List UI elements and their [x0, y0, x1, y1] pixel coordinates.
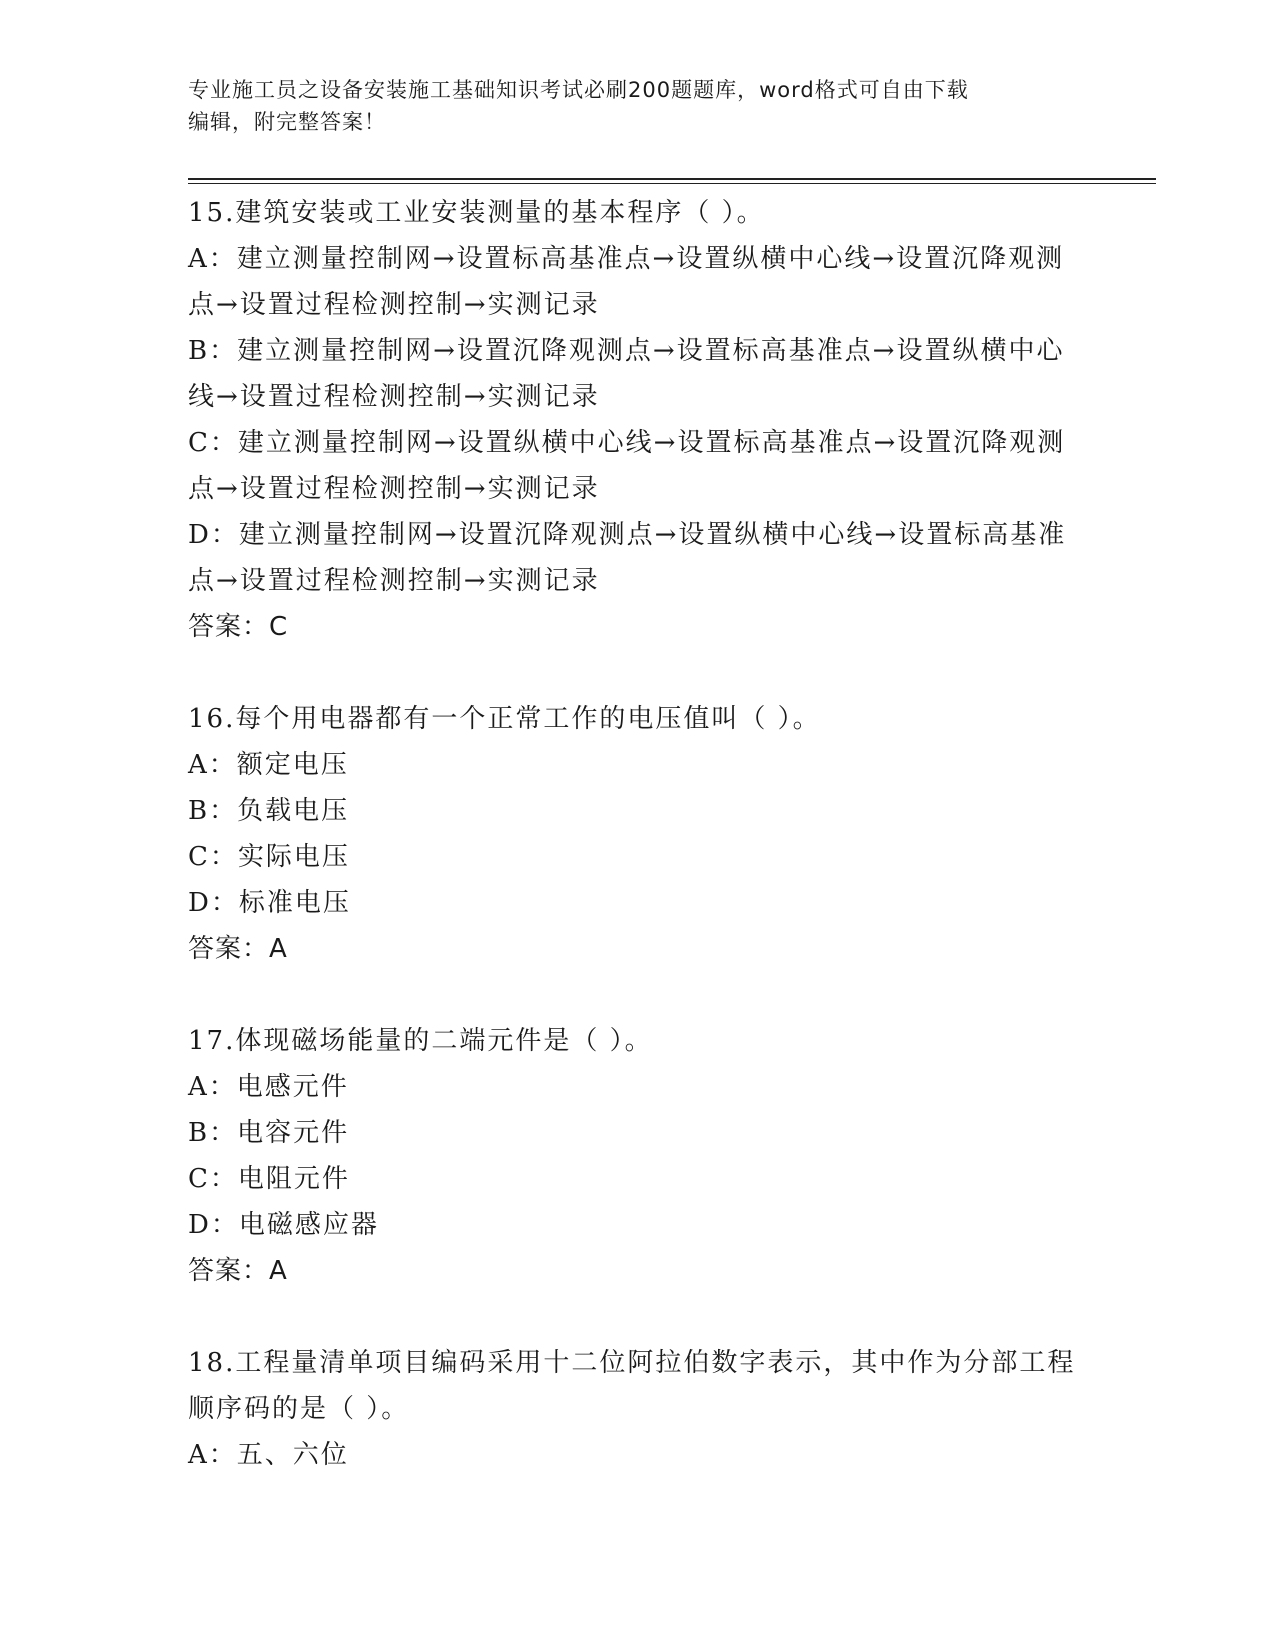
header-line-2: 编辑，附完整答案！ [188, 110, 386, 134]
option-d: D：建立测量控制网→设置沉降观测点→设置纵横中心线→设置标高基准点→设置过程检测控制→实测记录 [188, 520, 1067, 596]
option-c: C：电阻元件 [188, 1164, 350, 1194]
option-a: A：五、六位 [188, 1440, 349, 1470]
question-stem: 15.建筑安装或工业安装测量的基本程序（ ）。 [188, 198, 765, 228]
question-17 [188, 1018, 1088, 1294]
question-16 [188, 696, 1088, 972]
option-b: B：电容元件 [188, 1118, 350, 1148]
option-a: A：额定电压 [188, 750, 349, 780]
question-15 [188, 190, 1088, 650]
option-c: C：建立测量控制网→设置纵横中心线→设置标高基准点→设置沉降观测点→设置过程检测控制→实测记录 [188, 428, 1066, 504]
question-18 [188, 1340, 1088, 1478]
question-stem: 18.工程量清单项目编码采用十二位阿拉伯数字表示，其中作为分部工程顺序码的是（ ）。 [188, 1348, 1076, 1424]
option-a: A：建立测量控制网→设置标高基准点→设置纵横中心线→设置沉降观测点→设置过程检测控制→实测记录 [188, 244, 1065, 320]
header-divider-thin [188, 183, 1156, 184]
option-d: D：电磁感应器 [188, 1210, 379, 1240]
question-stem: 16.每个用电器都有一个正常工作的电压值叫（ ）。 [188, 704, 821, 734]
option-b: B：负载电压 [188, 796, 350, 826]
option-c: C：实际电压 [188, 842, 350, 872]
option-d: D：标准电压 [188, 888, 351, 918]
question-stem: 17.体现磁场能量的二端元件是（ ）。 [188, 1026, 653, 1056]
header-line-1: 专业施工员之设备安装施工基础知识考试必刷200题题库，word格式可自由下载 [188, 78, 969, 102]
answer-line: 答案：A [188, 934, 288, 964]
question-list [188, 190, 1088, 1524]
option-a: A：电感元件 [188, 1072, 349, 1102]
answer-line: 答案：A [188, 1256, 288, 1286]
header-divider [188, 178, 1156, 180]
option-b: B：建立测量控制网→设置沉降观测点→设置标高基准点→设置纵横中心线→设置过程检测控制→实测记录 [188, 336, 1065, 412]
answer-line: 答案：C [188, 612, 289, 642]
document-header [188, 74, 1088, 138]
